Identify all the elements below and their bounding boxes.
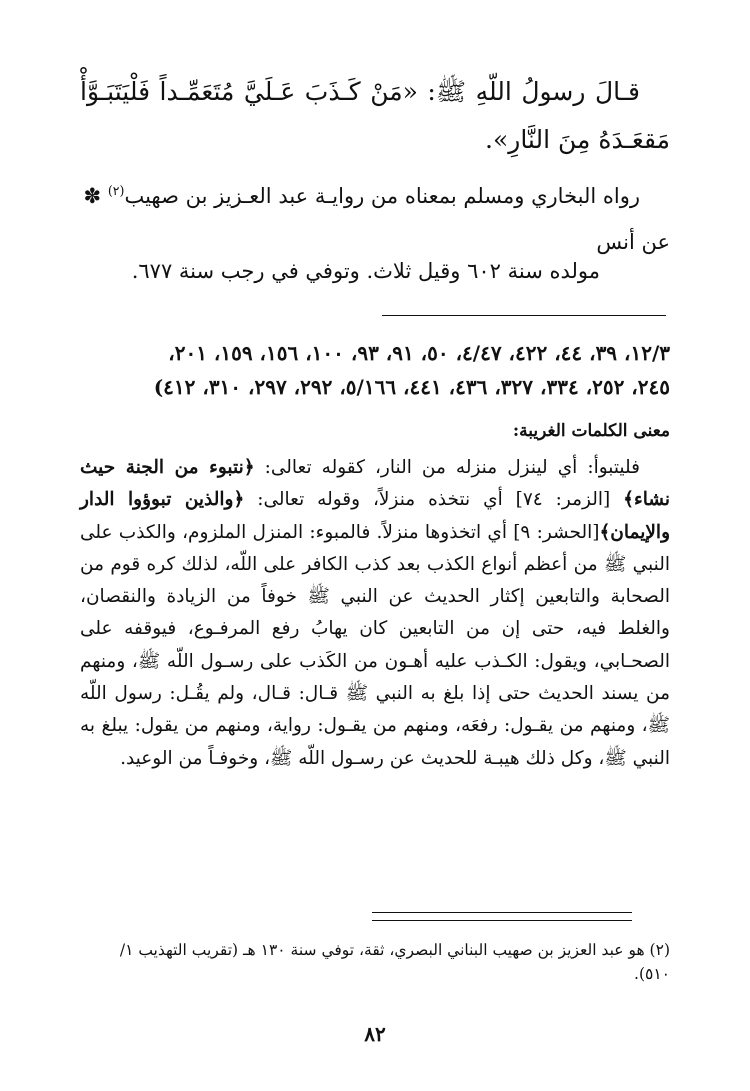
footnote-mark: (٢) — [107, 183, 125, 198]
quran-quote-1: ﴿نتبوء من الجنة حيث نشاء﴾ — [80, 457, 670, 511]
reference-list — [82, 336, 670, 404]
footnote: (٢) هو عبد العزيز بن صهيب البناني البصري، ثقة، توفي سنة ١٣٠ هـ (تقريب التهذيب ١/ ٥١٠). — [119, 941, 670, 983]
glossary-part-1: فليتبوأ: أي لينزل منزله من النار، كقوله تعالى: — [264, 457, 640, 478]
reference-line-1: ١٢/٣، ٣٩، ٤٤، ٤٢٢، ٤/٤٧، ٥٠، ٩١، ٩٣، ١٠٠، ١٥٦، ١٥٩، ٢٠١، — [168, 341, 670, 365]
separator-rule — [382, 315, 666, 316]
glossary-part-2: [الزمر: ٧٤] أي نتخذه منزلاً، وقوله تعالى: — [257, 489, 611, 511]
footnote-rule-bottom — [372, 920, 632, 921]
hadith-quote: قـالَ رسولُ اللّهِ ﷺ: «مَنْ كَـذَبَ عَـلَيَّ مُتَعَمِّـداً فَلْيَتَبَـوَّأْ مَقعَـدَهُ مِنَ النَّارِ». — [80, 77, 670, 154]
star-icon: ✽ — [83, 184, 102, 208]
glossary-heading: معنى الكلمات الغريبة: — [512, 421, 670, 441]
narration-paragraph — [80, 168, 670, 265]
birth-note: مولده سنة ٦٠٢ وقيل ثلاث. وتوفي في رجب سنة ٦٧٧. — [131, 259, 600, 283]
narration-line2: عن أنس — [596, 230, 670, 254]
page-number: ٨٢ — [364, 1022, 386, 1046]
footnote-rule-top — [372, 912, 632, 913]
reference-line-2: ٢٤٥، ٢٥٢، ٣٣٤، ٣٢٧، ٤٣٦، ٤٤١، ٥/١٦٦، ٢٩٢، ٢٩٧، ٣١٠، ٤١٢) — [153, 375, 670, 399]
glossary-part-3: [الحشر: ٩] أي اتخذوها منزلاً. فالمبوء: المنزل الملزوم، والكذب على النبي ﷺ من أعظم أنواع الكذب بعد كذب الكافر على اللّه، لذلك كره قوم من الصحابة والتابعين إكثار الحديث عن النبي ﷺ خوفاً من الزيادة والنقصان، والغلط فيه، حتى إن من التابعين كان يهابُ رفع المرفـوع، فيوقفه على الصحـابي، ويقول: الكـذب عليه أهـون من الكَذب على رسـول اللّه ﷺ، ومنهم من يسند الحديث حتى إذا بلغ به النبي ﷺ قـال: قـال، ولم يقُـل: رسول اللّه ﷺ، ومنهم من يقـول: رفعَه، ومنهم من يقـول: رواية، ومنهم من يقول: يبلغ به النبي ﷺ، وكل ذلك هيبـة للحديث عن رسـول اللّه ﷺ، وخوفـاً من الوعيد. — [80, 521, 670, 769]
narration-text: رواه البخاري ومسلم بمعناه من روايـة عبد العـزيز بن صهيب — [124, 184, 640, 208]
quran-quote-2: ﴿والذين تبوؤوا الدار والإيمان﴾ — [80, 489, 670, 543]
glossary-body — [80, 452, 670, 775]
hadith-text — [80, 68, 670, 164]
